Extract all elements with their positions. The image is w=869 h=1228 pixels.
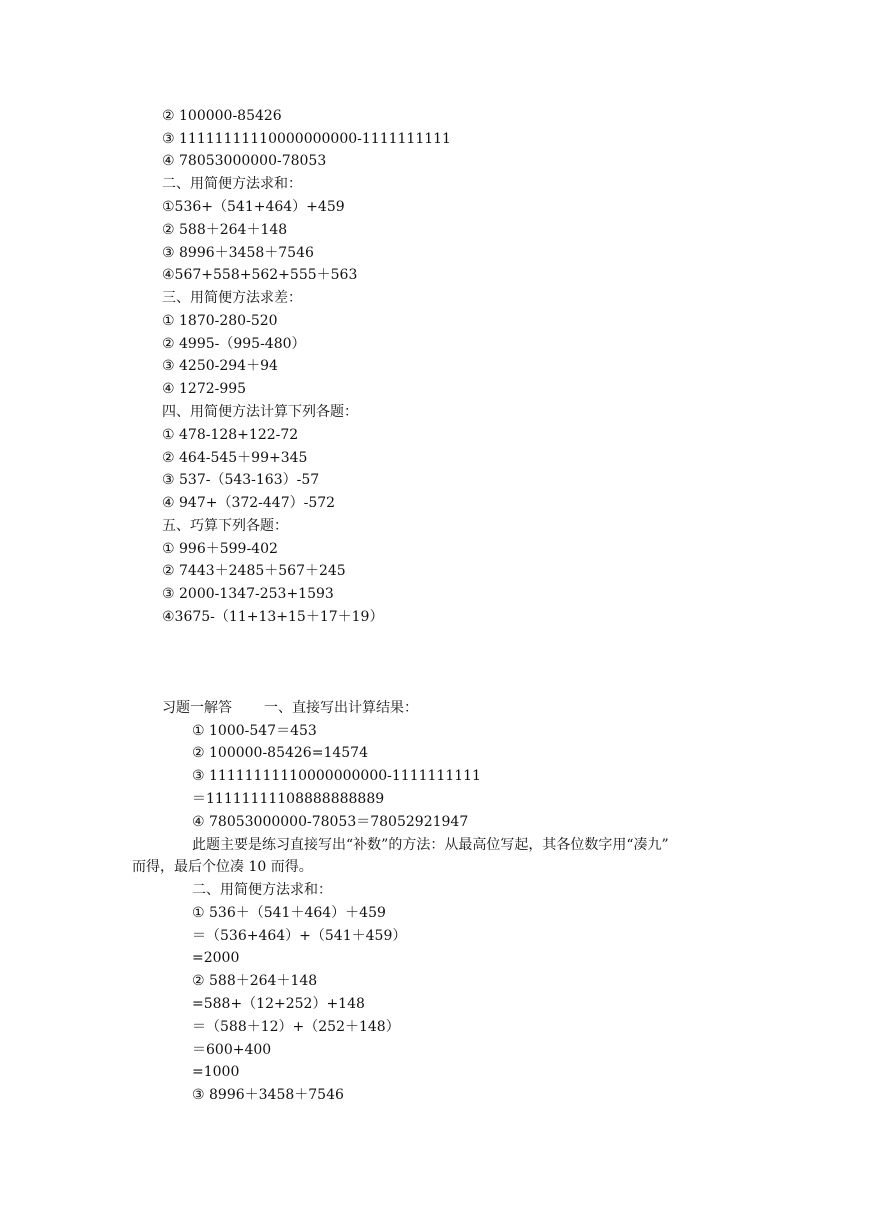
answer-line: =2000	[192, 950, 240, 966]
exercise-line: ③ 2000-1347-253+1593	[162, 586, 334, 602]
answer-line: ＝（536+464）+（541＋459）	[192, 928, 407, 944]
answer-line: =588+（12+252）+148	[192, 996, 365, 1012]
exercise-line: ③ 8996＋3458＋7546	[162, 245, 314, 261]
exercise-line: ④ 947+（372-447）-572	[162, 495, 336, 511]
answer-line: ＝11111111108888888889	[192, 791, 385, 807]
answer-line: ① 1000-547＝453	[192, 723, 317, 739]
exercise-line: ① 996＋599-402	[162, 541, 278, 557]
answer-line: =1000	[192, 1064, 240, 1080]
answer-line: ③ 8996＋3458＋7546	[192, 1087, 344, 1103]
exercise-line: ② 7443＋2485＋567＋245	[162, 563, 346, 579]
exercise-line: ① 1870-280-520	[162, 313, 278, 329]
exercise-line: ② 4995-（995-480）	[162, 336, 306, 352]
exercise-line: ② 588＋264＋148	[162, 222, 288, 238]
exercise-line: ④3675-（11+13+15＋17＋19）	[162, 609, 384, 625]
exercise-line: ③ 4250-294＋94	[162, 358, 278, 374]
exercise-line: ①536+（541+464）+459	[162, 199, 345, 215]
note-line: 而得，最后个位凑 10 而得。	[132, 859, 313, 875]
section-heading: 三、用简便方法求差：	[162, 290, 302, 306]
answer-line: ③ 11111111110000000000-1111111111	[192, 768, 481, 784]
section-heading: 二、用简便方法求和：	[162, 176, 302, 192]
answer-line: ＝600+400	[192, 1042, 272, 1058]
exercise-line: ④ 1272-995	[162, 381, 247, 397]
exercise-line: ③ 537-（543-163）-57	[162, 472, 320, 488]
answer-line: ＝（588＋12）+（252＋148）	[192, 1019, 400, 1035]
exercise-line: ④ 78053000000-78053	[162, 153, 327, 169]
exercise-line: ④567+558+562+555＋563	[162, 267, 358, 283]
answer-line: ② 100000-85426=14574	[192, 745, 368, 761]
exercise-line: ② 464-545＋99+345	[162, 450, 308, 466]
answer-heading-title: 习题一解答	[162, 700, 232, 716]
answer-line: ④ 78053000000-78053＝78052921947	[192, 814, 469, 830]
exercise-line: ③ 11111111110000000000-1111111111	[162, 131, 451, 147]
answer-heading	[162, 698, 418, 718]
answer-heading-sub: 一、直接写出计算结果：	[264, 700, 418, 716]
note-line: 此题主要是练习直接写出“补数”的方法：从最高位写起，其各位数字用“凑九”	[192, 837, 669, 853]
answer-line: ① 536＋（541＋464）＋459	[192, 905, 386, 921]
answer-line: ② 588＋264＋148	[192, 973, 318, 989]
section-heading: 五、巧算下列各题：	[162, 518, 288, 534]
exercise-line: ① 478-128+122-72	[162, 427, 299, 443]
section-heading: 四、用简便方法计算下列各题：	[162, 404, 358, 420]
exercise-line: ② 100000-85426	[162, 108, 282, 124]
section-heading: 二、用简便方法求和：	[192, 882, 332, 898]
